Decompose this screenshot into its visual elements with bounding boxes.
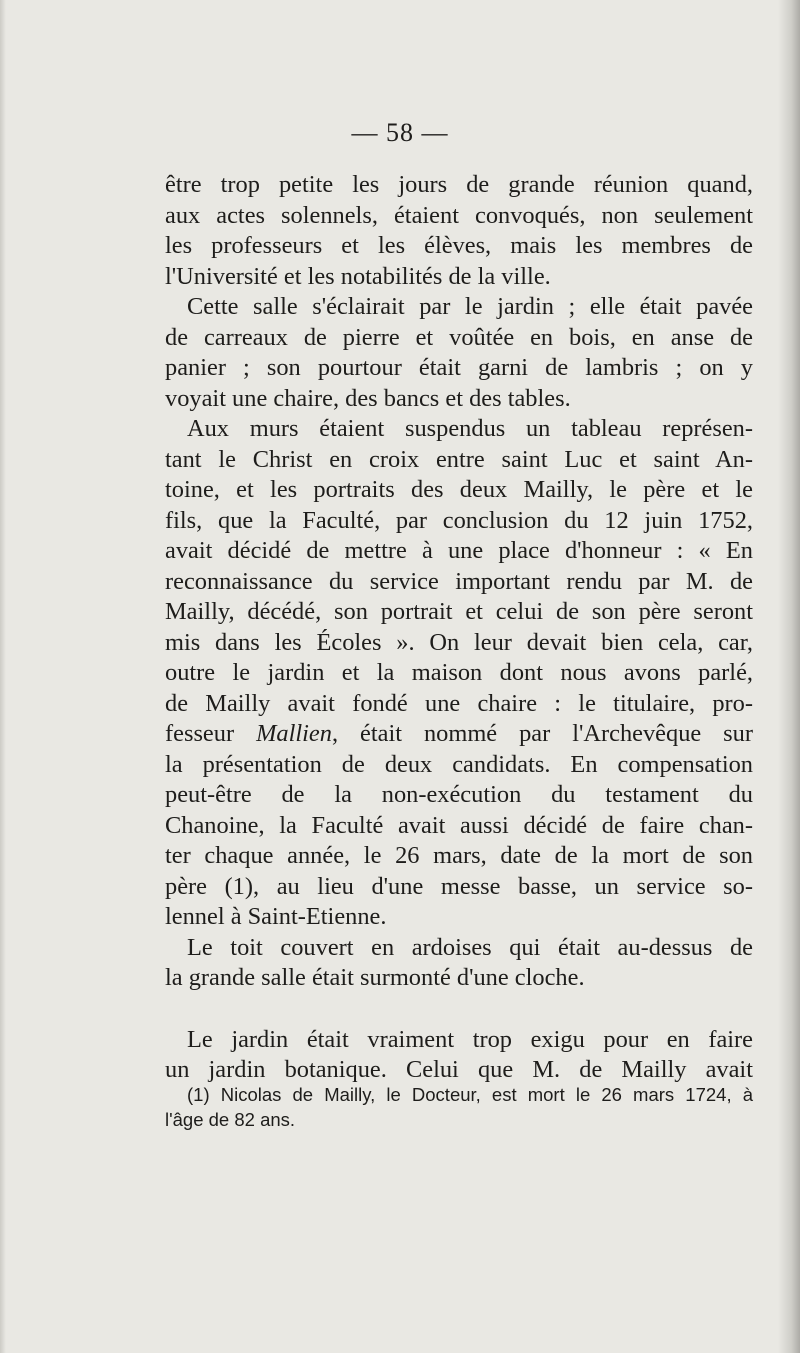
text-line: de carreaux de pierre et voûtée en bois, en anse de	[165, 323, 753, 351]
footnote-reference[interactable]: (1)	[224, 872, 254, 900]
text-line: l'Université et les notabilités de la ville.	[165, 262, 551, 290]
text-line: les professeurs et les élèves, mais les membres de	[165, 232, 753, 259]
text-line: aux actes solennels, étaient convoqués, non seulement	[165, 201, 753, 229]
paragraph-5	[165, 1025, 753, 1086]
text-fragment: , était nommé par l'Archevêque sur	[331, 720, 753, 747]
text-line: un jardin botanique. Celui que M. de Mailly avait	[165, 1056, 753, 1083]
footnote-line: (1) Nicolas de Mailly, le Docteur, est mort le 26 mars 1724, à	[187, 1084, 753, 1105]
paragraph-4	[165, 933, 753, 994]
text-line: avait décidé de mettre à une place d'honneur : « En	[165, 537, 753, 564]
page-number: — 58 —	[351, 118, 449, 147]
text-line: de Mailly avait fondé une chaire : le titulaire, pro-	[165, 689, 753, 717]
footnote-line: l'âge de 82 ans.	[165, 1109, 296, 1130]
text-line: ter chaque année, le 26 mars, date de la mort de son	[165, 842, 753, 869]
paragraph-3	[165, 414, 753, 933]
text-line: Chanoine, la Faculté avait aussi décidé de faire chan-	[165, 811, 753, 839]
paragraph-1	[165, 170, 753, 292]
text-line: être trop petite les jours de grande réunion quand,	[165, 171, 753, 198]
text-line: peut-être de la non-exécution du testament du	[165, 781, 753, 808]
body-text	[165, 170, 753, 1086]
text-line: Mailly, décédé, son portrait et celui de son père seront	[165, 598, 753, 625]
text-fragment: , au lieu d'une messe basse, un service so-	[253, 872, 753, 900]
text-line: fils, que la Faculté, par conclusion du 12 juin 1752,	[165, 506, 753, 534]
footnote	[165, 1082, 753, 1132]
professor-name: Mallien	[256, 720, 332, 747]
paragraph-gap	[165, 994, 753, 1025]
text-fragment: père	[165, 872, 225, 900]
text-line	[165, 719, 753, 750]
page-edge-right	[778, 0, 800, 1353]
text-line: panier ; son pourtour était garni de lambris ; on y	[165, 354, 753, 381]
text-line: la grande salle était surmonté d'une cloche.	[165, 964, 585, 991]
text-line: Le toit couvert en ardoises qui était au-dessus de	[187, 933, 753, 961]
text-line	[165, 872, 753, 903]
text-line: lennel à Saint-Etienne.	[165, 903, 387, 930]
text-line: tant le Christ en croix entre saint Luc et saint An-	[165, 445, 753, 473]
text-line: Aux murs étaient suspendus un tableau représen-	[187, 415, 753, 442]
text-line: mis dans les Écoles ». On leur devait bien cela, car,	[165, 628, 753, 656]
text-line: Le jardin était vraiment trop exigu pour en faire	[187, 1025, 753, 1053]
text-line: reconnaissance du service important rendu par M. de	[165, 567, 753, 595]
page-edge-left	[0, 0, 6, 1353]
paragraph-2	[165, 292, 753, 414]
text-fragment: fesseur	[165, 720, 257, 747]
text-line: voyait une chaire, des bancs et des tables.	[165, 384, 571, 412]
text-line: toine, et les portraits des deux Mailly, le père et le	[165, 476, 753, 503]
text-line: outre le jardin et la maison dont nous avons parlé,	[165, 659, 753, 686]
text-line: Cette salle s'éclairait par le jardin ; elle était pavée	[187, 293, 753, 320]
text-line: la présentation de deux candidats. En compensation	[165, 750, 753, 778]
